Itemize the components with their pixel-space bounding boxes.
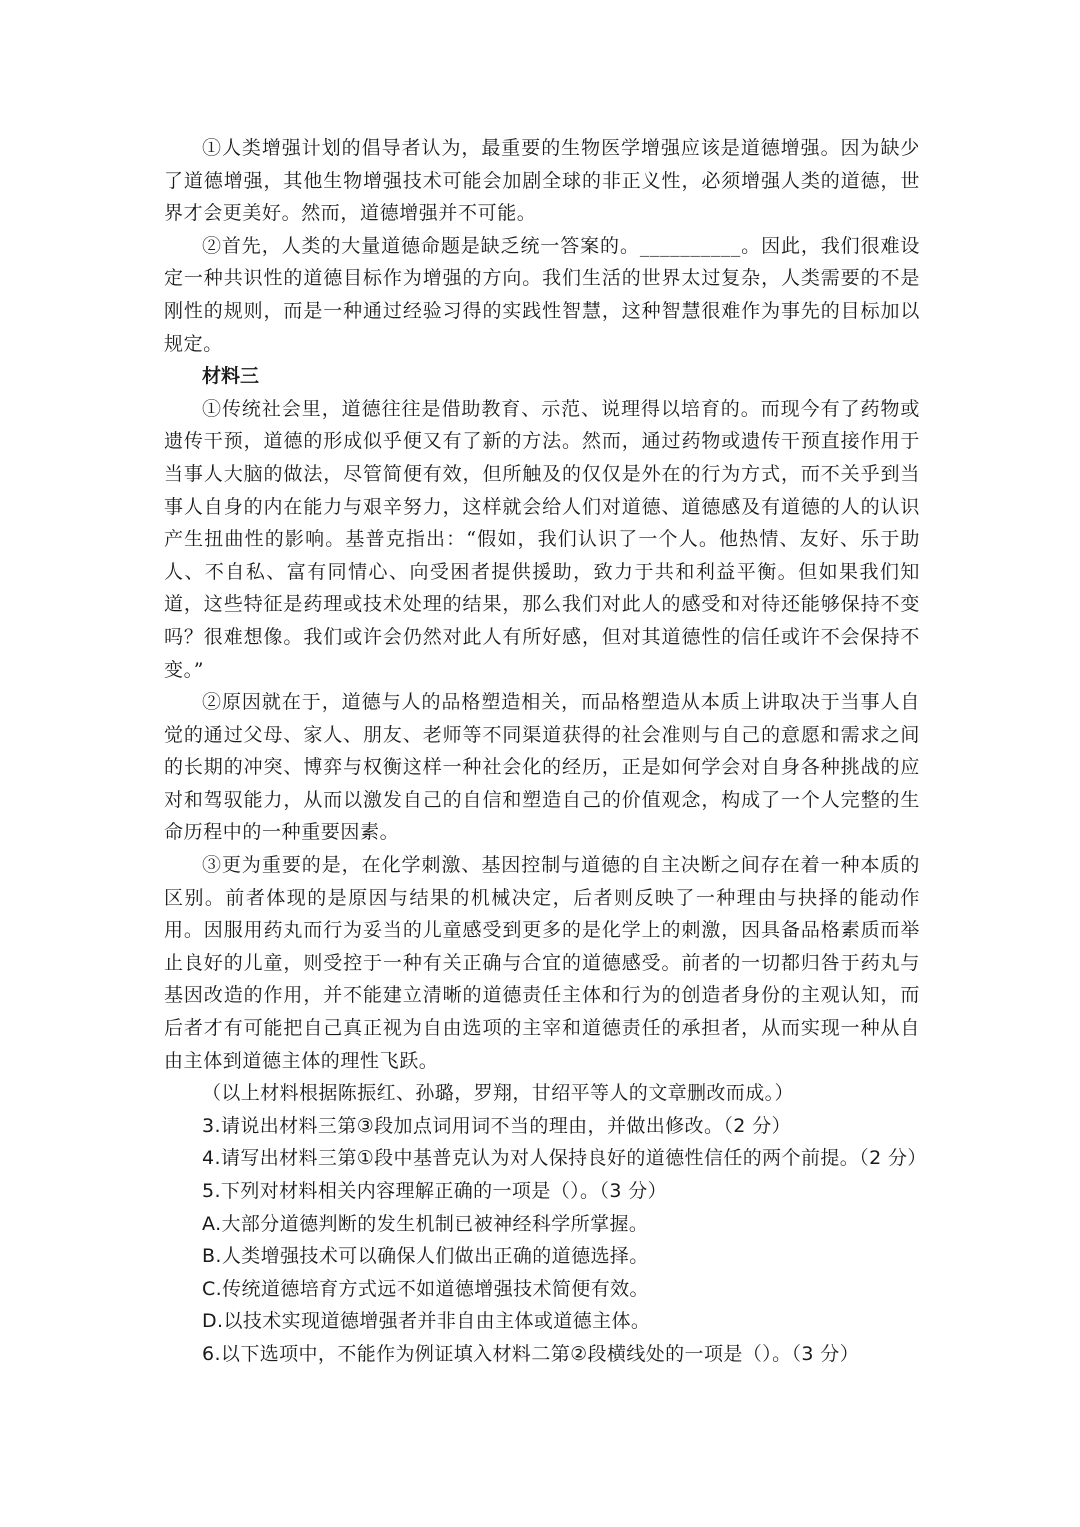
question-5-option-b: B.人类增强技术可以确保人们做出正确的道德选择。 [202,1245,649,1268]
question-5-option-c: C.传统道德培育方式远不如道德增强技术简便有效。 [202,1277,649,1300]
material3-paragraph-1: ①传统社会里，道德往往是借助教育、示范、说理得以培育的。而现今有了药物或遗传干预，道德的形成似乎便又有了新的方法。然而，通过药物或遗传干预直接作用于当事人大脑的做法，尽管简便有效，但所触及的仅仅是外在的行为方式，而不关乎到当事人自身的内在能力与艰辛努力，这样就会给人们对道德、道德感及有道德的人的认识产生扭曲性的影响。基普克指出：“假如，我们认识了一个人。他热情、友好、乐于助人、不自私、富有同情心、向受困者提供援助，致力于共和利益平衡。但如果我们知道，这些特征是药理或技术处理的结果，那么我们对此人的感受和对待还能够保持不变吗？很难想像。我们或许会仍然对此人有所好感，但对其道德性的信任或许不会保持不变。” [164,397,920,681]
material2-paragraph-1: ①人类增强计划的倡导者认为，最重要的生物医学增强应该是道德增强。因为缺少了道德增强，其他生物增强技术可能会加剧全球的非正义性，必须增强人类的道德，世界才会更美好。然而，道德增强并不可能。 [164,137,920,225]
question-5: 5.下列对材料相关内容理解正确的一项是（）。（3 分） [202,1180,668,1202]
question-5-option-d: D.以技术实现道德增强者并非自由主体或道德主体。 [202,1310,651,1333]
question-3: 3.请说出材料三第③段加点词用词不当的理由，并做出修改。（2 分） [202,1114,791,1137]
question-4: 4.请写出材料三第①段中基普克认为对人保持良好的道德性信任的两个前提。（2 分） [202,1147,927,1170]
question-5-option-a: A.大部分道德判断的发生机制已被神经科学所掌握。 [202,1212,649,1235]
material3-heading: 材料三 [202,365,260,388]
material3-paragraph-3: ③更为重要的是，在化学刺激、基因控制与道德的自主决断之间存在着一种本质的区别。前者体现的是原因与结果的机械决定，后者则反映了一种理由与抉择的能动作用。因服用药丸而行为妥当的儿童感受到更多的是化学上的刺激，因具备品格素质而举止良好的儿童，则受控于一种有关正确与合宜的道德感受。前者的一切都归咎于药丸与基因改造的作用，并不能建立清晰的道德责任主体和行为的创造者身份的主观认知，而后者才有可能把自己真正视为自由选项的主宰和道德责任的承担者，从而实现一种从自由主体到道德主体的理性飞跃。 [164,854,920,1072]
material2-paragraph-2: ②首先，人类的大量道德命题是缺乏统一答案的。__________。因此，我们很难设定一种共识性的道德目标作为增强的方向。我们生活的世界太过复杂，人类需要的不是刚性的规则，而是一种通过经验习得的实践性智慧，这种智慧很难作为事先的目标加以规定。 [164,234,920,355]
document-page [164,132,927,1371]
source-note: （以上材料根据陈振红、孙璐，罗翔，甘绍平等人的文章删改而成。） [202,1082,794,1105]
material3-paragraph-2: ②原因就在于，道德与人的品格塑造相关，而品格塑造从本质上讲取决于当事人自觉的通过父母、家人、朋友、老师等不同渠道获得的社会准则与自己的意愿和需求之间的长期的冲突、博弈与权衡这样一种社会化的经历，正是如何学会对自身各种挑战的应对和驾驭能力，从而以激发自己的自信和塑造自己的价值观念，构成了一个人完整的生命历程中的一种重要因素。 [164,691,920,844]
question-6: 6.以下选项中，不能作为例证填入材料二第②段横线处的一项是（）。（3 分） [202,1342,860,1365]
